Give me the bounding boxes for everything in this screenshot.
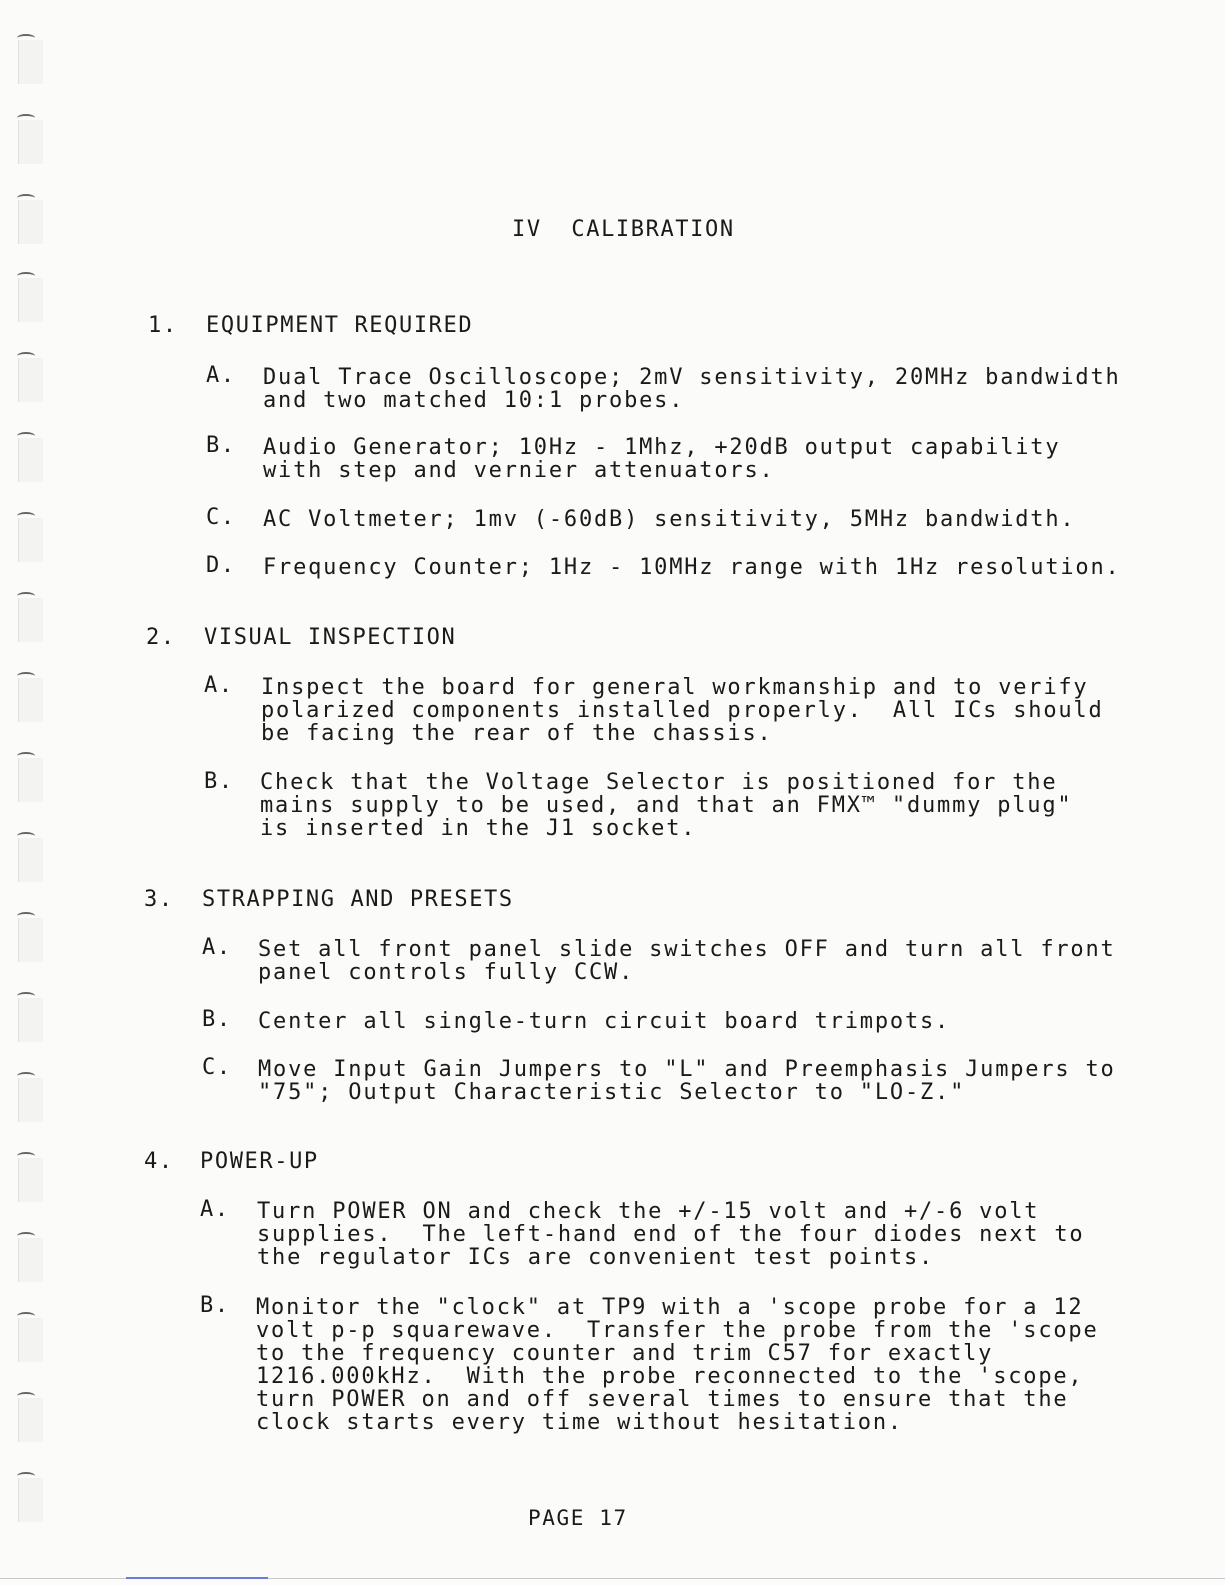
item-line: be facing the rear of the chassis. — [261, 721, 773, 746]
section-number: 1. — [148, 313, 178, 338]
item-letter: A. — [206, 363, 236, 388]
item-line: AC Voltmeter; 1mv (-60dB) sensitivity, 5MHz bandwidth. — [263, 507, 1076, 532]
item-line: Monitor the "clock" at TP9 with a 'scope probe for a 12 — [256, 1295, 1084, 1320]
section-number: 3. — [144, 887, 174, 912]
item-line: Frequency Counter; 1Hz - 10MHz range with 1Hz resolution. — [263, 555, 1121, 580]
section-heading: EQUIPMENT REQUIRED — [206, 313, 474, 338]
binder-hole — [18, 1078, 43, 1122]
binder-hole — [18, 1478, 43, 1522]
item-line: Inspect the board for general workmanship and to verify — [261, 675, 1089, 700]
item-line: turn POWER on and off several times to ensure that the — [256, 1387, 1069, 1412]
binder-hole — [18, 40, 43, 84]
item-letter: A. — [200, 1197, 230, 1222]
item-letter: B. — [200, 1293, 230, 1318]
binder-hole — [18, 1238, 43, 1282]
binder-hole — [18, 518, 43, 562]
item-line: Center all single-turn circuit board trimpots. — [258, 1009, 951, 1034]
item-line: the regulator ICs are convenient test points. — [257, 1245, 935, 1270]
item-line: mains supply to be used, and that an FMX™ "dummy plug" — [260, 793, 1073, 818]
binder-hole — [18, 838, 43, 882]
binding-holes — [0, 0, 60, 1585]
item-letter: B. — [204, 769, 234, 794]
item-letter: C. — [202, 1055, 232, 1080]
binder-hole — [18, 438, 43, 482]
binder-hole — [18, 598, 43, 642]
item-line: Check that the Voltage Selector is positioned for the — [260, 770, 1058, 795]
binder-hole — [18, 358, 43, 402]
item-line: to the frequency counter and trim C57 for exactly — [256, 1341, 994, 1366]
section-heading: VISUAL INSPECTION — [204, 625, 457, 650]
item-line: panel controls fully CCW. — [258, 960, 635, 985]
item-letter: C. — [206, 505, 236, 530]
item-line: "75"; Output Characteristic Selector to "LO-Z." — [258, 1080, 966, 1105]
section-heading: STRAPPING AND PRESETS — [202, 887, 514, 912]
binder-hole — [18, 758, 43, 802]
page-bottom-marker — [126, 1577, 268, 1579]
item-line: Turn POWER ON and check the +/-15 volt and +/-6 volt — [257, 1199, 1040, 1224]
binder-hole — [18, 918, 43, 962]
item-line: 1216.000kHz. With the probe reconnected to the 'scope, — [256, 1364, 1084, 1389]
section-number: 4. — [144, 1149, 174, 1174]
item-line: and two matched 10:1 probes. — [263, 388, 685, 413]
item-letter: A. — [204, 673, 234, 698]
item-line: Audio Generator; 10Hz - 1Mhz, +20dB output capability — [263, 435, 1061, 460]
binder-hole — [18, 120, 43, 164]
binder-hole — [18, 200, 43, 244]
item-line: is inserted in the J1 socket. — [260, 816, 697, 841]
item-line: Move Input Gain Jumpers to "L" and Preemphasis Jumpers to — [258, 1057, 1116, 1082]
binder-hole — [18, 1158, 43, 1202]
item-line: volt p-p squarewave. Transfer the probe from the 'scope — [256, 1318, 1099, 1343]
item-line: clock starts every time without hesitation. — [256, 1410, 903, 1435]
item-line: with step and vernier attenuators. — [263, 458, 775, 483]
item-letter: D. — [206, 553, 236, 578]
item-line: Dual Trace Oscilloscope; 2mV sensitivity, 20MHz bandwidth — [263, 365, 1121, 390]
item-letter: B. — [206, 433, 236, 458]
binder-hole — [18, 278, 43, 322]
item-letter: B. — [202, 1007, 232, 1032]
item-line: supplies. The left-hand end of the four diodes next to — [257, 1222, 1085, 1247]
section-heading: POWER-UP — [200, 1149, 319, 1174]
binder-hole — [18, 1318, 43, 1362]
page-title: IV CALIBRATION — [512, 217, 735, 242]
binder-hole — [18, 678, 43, 722]
page-number: PAGE 17 — [528, 1506, 628, 1530]
section-number: 2. — [146, 625, 176, 650]
item-line: polarized components installed properly. All ICs should — [261, 698, 1104, 723]
item-line: Set all front panel slide switches OFF and turn all front — [258, 937, 1116, 962]
binder-hole — [18, 1398, 43, 1442]
binder-hole — [18, 998, 43, 1042]
item-letter: A. — [202, 935, 232, 960]
